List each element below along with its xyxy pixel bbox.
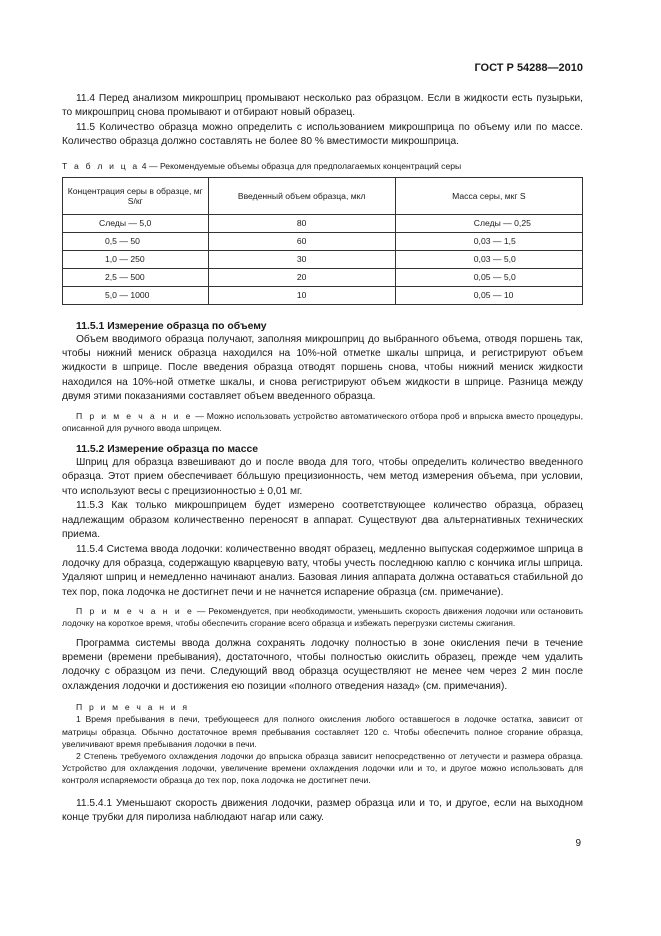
- table-cell: 80: [208, 214, 395, 232]
- paragraph-11-5-2: Шприц для образца взвешивают до и после ввода для того, чтобы определить количество введенного образца. Этот прием обеспечивает бо́льшую прецизионность, чем метод измерения объема, при условии, что используют весы с прецизионностью ± 0,01 мг.: [62, 457, 583, 497]
- table-cell: 20: [208, 268, 395, 286]
- note-text: — Рекомендуется, при необходимости, уменьшить скорость движения лодочки или остановить лодочку на короткое время, чтобы обеспечить сгорание всего образца и избежать перегрузки системы сжигания.: [62, 606, 583, 629]
- table-header-row: [63, 177, 583, 214]
- note-label: П р и м е ч а н и е: [76, 606, 194, 617]
- table-header-cell: Введенный объем образца, мкл: [208, 177, 395, 214]
- table-row: [63, 232, 583, 250]
- table-caption-text: 4 — Рекомендуемые объемы образца для предполагаемых концентраций серы: [141, 160, 462, 171]
- paragraph-11-5: 11.5 Количество образца можно определить с использованием микрошприца по объему или по массе. Количество образца должно составлять не более 80 % вместимости микрошприца.: [62, 121, 583, 148]
- table-cell: 60: [208, 232, 395, 250]
- paragraph-11-4: 11.4 Перед анализом микрошприц промывают несколько раз образцом. Если в жидкости есть пузырьки, то микрошприц снова промывают и отбирают новый образец.: [62, 93, 583, 119]
- note-text: — Можно использовать устройство автоматического отбора проб и впрыска вместо процедуры, описанной для ручного ввода шприцем.: [62, 410, 583, 433]
- section-heading-11-5-1: 11.5.1 Измерение образца по объему: [76, 320, 267, 332]
- table-cell: 1,0 — 250: [63, 250, 209, 268]
- paragraph-program: Программа системы ввода должна сохранять лодочку полностью в зоне окисления печи в течение времени (времени пребывания), достаточного, чтобы полностью окислить образец, прежде чем удалить лодочку с образцом из печи. Следующий ввод образца осуществляют не менее чем через 2 мин после охлаждения лодочки и достижения ею позиции «полного отведения назад» (см. примечания).: [62, 637, 583, 692]
- table-row: [63, 250, 583, 268]
- sulfur-volume-table: [62, 177, 583, 305]
- table-cell: 0,05 — 10: [395, 286, 582, 304]
- table-cell: Следы — 5,0: [63, 214, 209, 232]
- paragraph-11-5-1: Объем вводимого образца получают, заполняя микрошприц до выбранного объема, отводя поршень так, чтобы нижний мениск образца находился на 10%-ной отметке шкалы шприца, и регистрируют объем жидкости в шприце. После введения образца отводят поршень снова, чтобы нижний мениск жидкости находился на 10%-ной отметке шкалы, и снова регистрируют объем жидкости в шприце. Разница между двумя этими показаниями составляет объем введенного образца.: [62, 333, 583, 403]
- table-cell: 2,5 — 500: [63, 268, 209, 286]
- table-header-cell: Масса серы, мкг S: [395, 177, 582, 214]
- table-cell: 0,03 — 1,5: [395, 232, 582, 250]
- table-cell: Следы — 0,25: [395, 214, 582, 232]
- section-heading-11-5-2: 11.5.2 Измерение образца по массе: [76, 444, 259, 456]
- notes-heading: П р и м е ч а н и я: [76, 702, 190, 713]
- table-caption: [62, 160, 583, 172]
- table-cell: 0,5 — 50: [63, 232, 209, 250]
- table-cell: 5,0 — 1000: [63, 286, 209, 304]
- table-cell: 0,03 — 5,0: [395, 250, 582, 268]
- table-header-cell: Концентрация серы в образце, мг S/кг: [63, 177, 209, 214]
- table-cell: 30: [208, 250, 395, 268]
- table-row: [63, 286, 583, 304]
- paragraph-11-5-3: 11.5.3 Как только микрошприцем будет измерено соответствующее количество образца, образец надлежащим образом количественно переносят в аппарат. Существуют два альтернативных технических приема.: [62, 500, 583, 541]
- paragraph-11-5-4: 11.5.4 Система ввода лодочки: количественно вводят образец, медленно выпуская содержимое шприца в лодочку для образца, содержащую кварцевую вату, чтобы учесть последнюю каплю с кончика иглы шприца. Удаляют шприц и немедленно начинают анализ. Базовая линия аппарата должна оставаться стабильной до тех пор, пока лодочка не достигнет печи и не начнется испарение образца (см. примечание).: [62, 543, 583, 598]
- table-caption-label: Т а б л и ц а: [62, 160, 140, 171]
- note-item-2: 2 Степень требуемого охлаждения лодочки до впрыска образца зависит непосредственно от летучести и размера образца. Устройство для охлаждения лодочки, увеличение времени охлаждения лодочки или и то, и другое можно использовать для контроля испаряемости образца до тех пор, пока лодочка не достигнет печи.: [62, 750, 583, 786]
- table-cell: 10: [208, 286, 395, 304]
- note-auto-sampler: [62, 410, 583, 434]
- paragraph-11-5-4-1: 11.5.4.1 Уменьшают скорость движения лодочки, размер образца или и то, и другое, если на выходном конце трубки для пиролиза наблюдают нагар или сажу.: [62, 797, 583, 823]
- table-row: [63, 268, 583, 286]
- table-row: [63, 214, 583, 232]
- note-label: П р и м е ч а н и е: [76, 410, 193, 421]
- table-cell: 0,05 — 5,0: [395, 268, 582, 286]
- document-header: ГОСТ Р 54288—2010: [474, 62, 583, 74]
- note-boat-speed: [62, 605, 583, 629]
- note-item-1: 1 Время пребывания в печи, требующееся для полного окисления любого оставшегося в лодочке остатка, зависит от матрицы образца. Обычно достаточное время пребывания составляет 120 с. Чтобы обеспечить полное сгорание образца, увеличивают время пребывания лодочки в печи.: [62, 714, 583, 749]
- page-number: 9: [575, 838, 581, 849]
